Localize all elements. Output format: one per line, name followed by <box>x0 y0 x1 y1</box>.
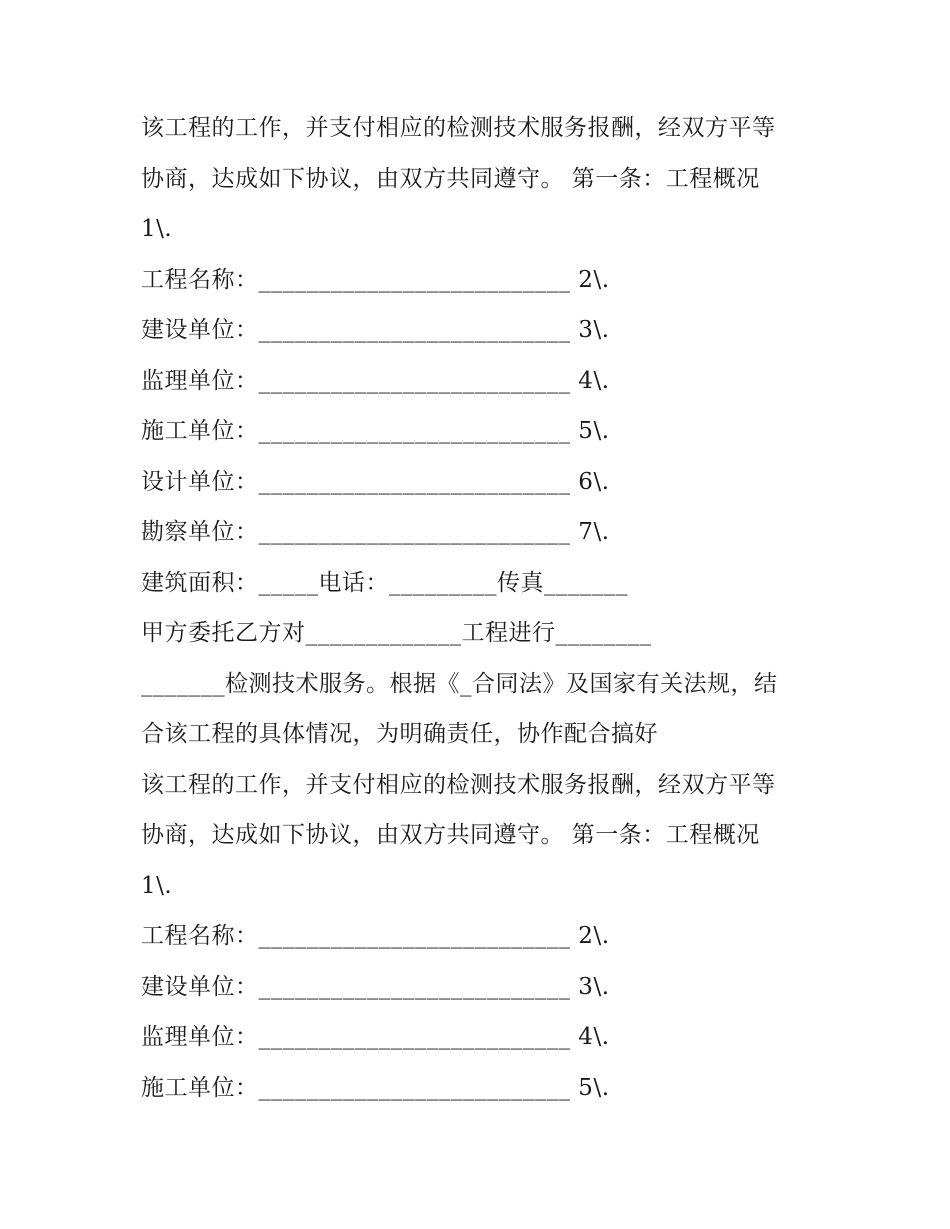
project-name-line: 工程名称：__________________________ 2\. <box>141 923 610 949</box>
contractor-unit-line: 施工单位：__________________________ 5\. <box>141 418 610 444</box>
text-line: 合该工程的具体情况，为明确责任，协作配合搞好 <box>141 721 658 747</box>
text-line: _______检测技术服务。根据《_合同法》及国家有关法规，结 <box>141 670 778 697</box>
text-line: 协商，达成如下协议，由双方共同遵守。 第一条：工程概况 <box>141 165 760 192</box>
supervision-unit-line: 监理单位：__________________________ 4\. <box>141 367 610 394</box>
document-body <box>141 103 841 1113</box>
area-phone-fax-line: 建筑面积：_____电话：_________传真_______ <box>141 569 628 596</box>
text-line: 甲方委托乙方对_____________工程进行________ <box>141 620 652 646</box>
contractor-unit-line: 施工单位：__________________________ 5\. <box>141 1074 610 1101</box>
text-line: 该工程的工作，并支付相应的检测技术服务报酬，经双方平等 <box>141 115 776 141</box>
survey-unit-line: 勘察单位：__________________________ 7\. <box>141 519 610 545</box>
supervision-unit-line: 监理单位：__________________________ 4\. <box>141 1024 610 1050</box>
project-name-line: 工程名称：__________________________ 2\. <box>141 266 610 293</box>
construction-unit-line: 建设单位：__________________________ 3\. <box>141 973 610 1000</box>
text-line: 协商，达成如下协议，由双方共同遵守。 第一条：工程概况 <box>141 822 760 848</box>
construction-unit-line: 建设单位：__________________________ 3\. <box>141 317 610 343</box>
design-unit-line: 设计单位：__________________________ 6\. <box>141 468 610 495</box>
text-line: 1\. <box>141 216 173 242</box>
text-line: 1\. <box>141 872 173 899</box>
text-line: 该工程的工作，并支付相应的检测技术服务报酬，经双方平等 <box>141 771 776 798</box>
